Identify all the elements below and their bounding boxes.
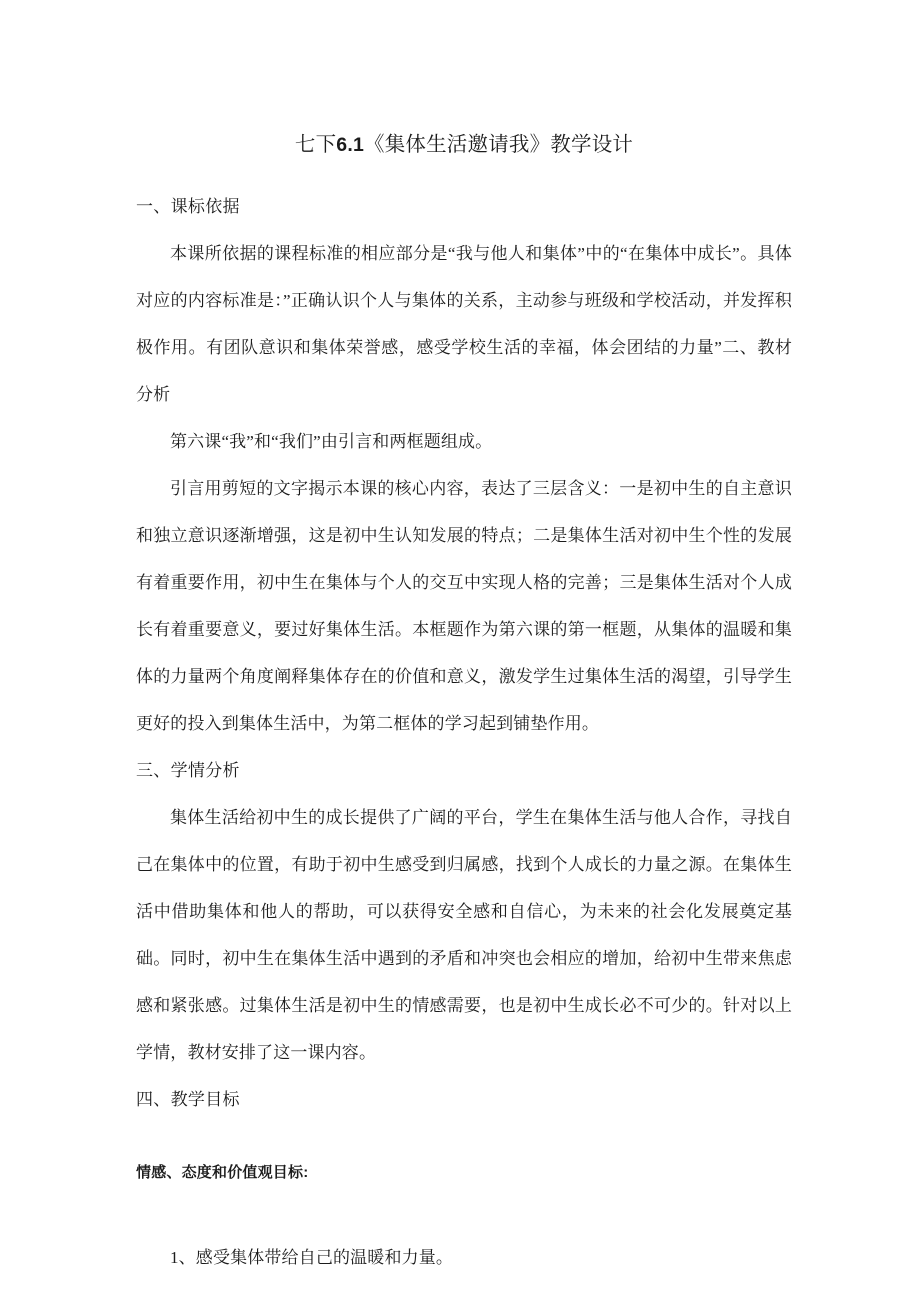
objective-category-heading: 情感、态度和价值观目标: [136,1164,309,1181]
section-2-paragraph-2: 引言用剪短的文字揭示本课的核心内容，表达了三层含义：一是初中生的自主意识和独立意识逐渐增强，这是初中生认知发展的特点；二是集体生活对初中生个性的发展有着重要作用，初中生在集体与个人的交互中实现人格的完善；三是集体生活对个人成长有着重要意义，要过好集体生活。本框题作为第六课的第一框题，从集体的温暖和集体的力量两个角度阐释集体存在的价值和意义，激发学生过集体生活的渴望，引导学生更好的投入到集体生活中，为第二框体的学习起到铺垫作用。 [136,479,792,733]
title-prefix: 七下 [294,134,337,156]
objective-list-item-1: 1、感受集体带给自己的温暖和力量。 [170,1248,454,1267]
title-lesson-number: 6.1 [336,134,364,156]
section-3-paragraph-1: 集体生活给初中生的成长提供了广阔的平台，学生在集体生活与他人合作，寻找自己在集体中的位置，有助于初中生感受到归属感，找到个人成长的力量之源。在集体生活中借助集体和他人的帮助，可以获得安全感和自信心，为未来的社会化发展奠定基础。同时，初中生在集体生活中遇到的矛盾和冲突也会相应的增加，给初中生带来焦虑感和紧张感。过集体生活是初中生的情感需要，也是初中生成长必不可少的。针对以上学情，教材安排了这一课内容。 [136,808,792,1062]
section-heading-3: 三、学情分析 [136,761,240,780]
title-suffix: 《集体生活邀请我》教学设计 [364,134,634,156]
section-heading-1: 一、课标依据 [136,197,240,216]
section-1-paragraph-1: 本课所依据的课程标准的相应部分是“我与他人和集体”中的“在集体中成长”。具体对应的内容标准是：”正确认识个人与集体的关系，主动参与班级和学校活动，并发挥积极作用。有团队意识和集体荣誉感，感受学校生活的幸福，体会团结的力量”二、教材分析 [136,244,792,404]
page-title [136,0,792,169]
spacer [136,169,792,183]
spacer [136,1196,792,1234]
section-heading-4: 四、教学目标 [136,1090,240,1109]
section-2-paragraph-1: 第六课“我”和“我们”由引言和两框题组成。 [170,432,493,451]
spacer [136,1123,792,1149]
document-content [136,0,792,1281]
